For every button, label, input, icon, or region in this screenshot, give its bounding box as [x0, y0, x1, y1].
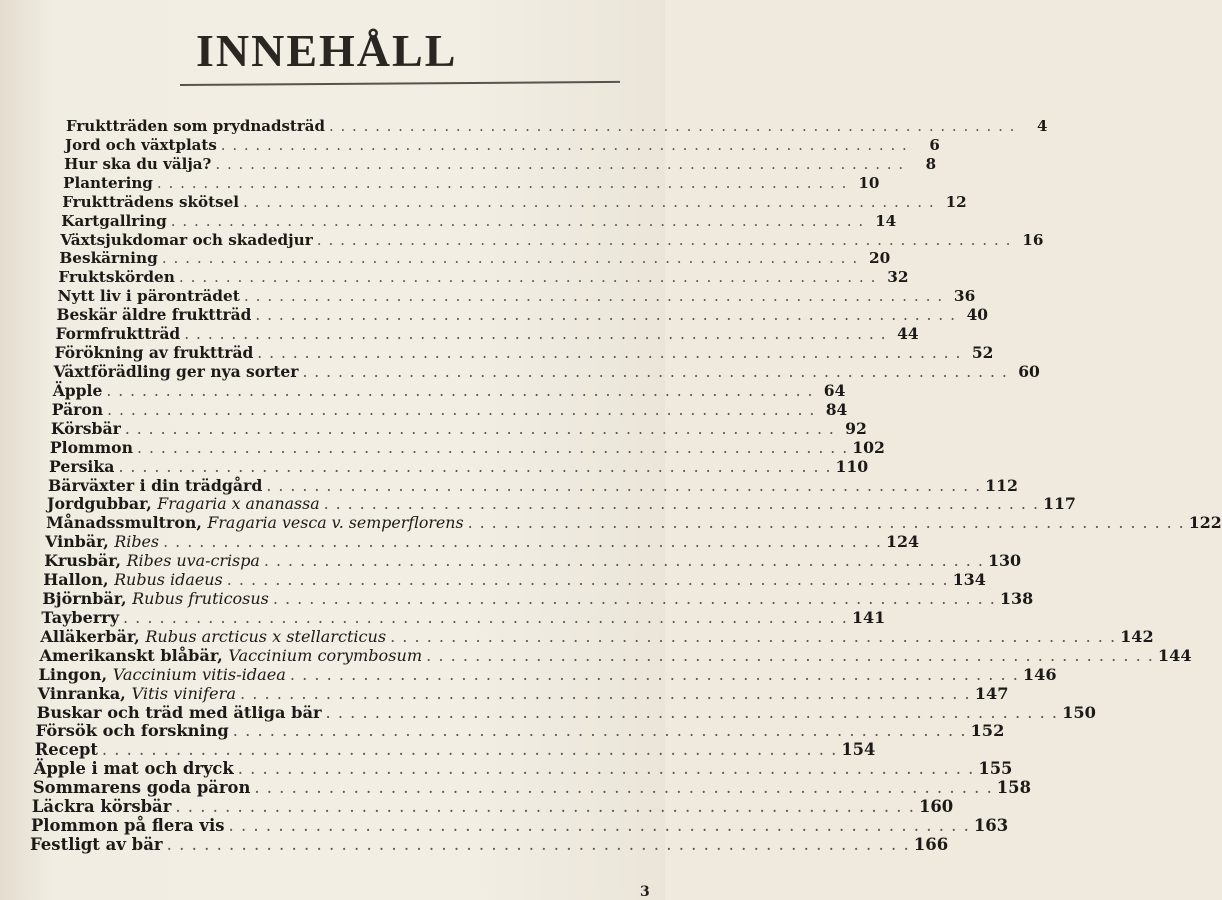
toc-entry-page: 152: [970, 721, 1005, 741]
toc-row: [30, 816, 1009, 836]
toc-entry-title: Fruktträden som prydnadsträd: [66, 117, 325, 135]
toc-entry-latin-name: Vaccinium corymbosum: [228, 645, 423, 665]
toc-leader-dots: . . . . . . . . . . . . . . . . . . . . . . . . . . . . . . . . . . . . . . . . . . . . . . . . . . . . . . . . . . . .: [467, 513, 1185, 533]
toc-row: [59, 249, 891, 268]
toc-entry-title: Äpple i mat och dryck: [33, 759, 234, 779]
toc-leader-dots: . . . . . . . . . . . . . . . . . . . . . . . . . . . . . . . . . . . . . . . . . . . . . . . . . . . . . . . . . . . .: [101, 740, 838, 760]
toc-entry-title: Alläkerbär, Rubus arcticus x stellarcticus: [40, 626, 387, 646]
toc-entry-title: Beskär äldre fruktträd: [56, 306, 252, 325]
toc-entry-title: Hur ska du välja?: [64, 154, 212, 173]
toc-leader-dots: . . . . . . . . . . . . . . . . . . . . . . . . . . . . . . . . . . . . . . . . . . . . . . . . . . . . . . . . . . . .: [175, 797, 915, 817]
toc-entry-page: 20: [868, 249, 891, 268]
toc-entry-title: Plantering: [63, 173, 153, 192]
toc-entry-page: 12: [945, 192, 967, 211]
toc-entry-page: 40: [966, 306, 988, 325]
toc-row: [45, 532, 920, 552]
toc-leader-dots: . . . . . . . . . . . . . . . . . . . . . . . . . . . . . . . . . . . . . . . . . . . . . . . . . . . . . . . . . . . .: [106, 381, 814, 400]
toc-leader-dots: . . . . . . . . . . . . . . . . . . . . . . . . . . . . . . . . . . . . . . . . . . . . . . . . . . . . . . . . . . . .: [266, 475, 982, 495]
toc-row: [50, 418, 867, 438]
toc-entry-title: Vinranka, Vitis vinifera: [37, 683, 236, 703]
toc-entry-page: 163: [973, 816, 1009, 836]
toc-row: [33, 759, 1013, 779]
toc-entry-page: 110: [835, 456, 869, 476]
toc-row: [48, 456, 869, 476]
toc-entry-title: Plommon: [49, 437, 134, 457]
toc-leader-dots: . . . . . . . . . . . . . . . . . . . . . . . . . . . . . . . . . . . . . . . . . . . . . . . . . . . . . . . . . . . .: [118, 456, 832, 476]
toc-entry-title: Krusbär, Ribes uva-crispa: [44, 551, 260, 571]
toc-leader-dots: . . . . . . . . . . . . . . . . . . . . . . . . . . . . . . . . . . . . . . . . . . . . . . . . . . . . . . . . . . . .: [137, 437, 849, 457]
toc-entry-page: 146: [1022, 664, 1057, 684]
toc-leader-dots: . . . . . . . . . . . . . . . . . . . . . . . . . . . . . . . . . . . . . . . . . . . . . . . . . . . . . . . . . . . .: [272, 589, 996, 609]
toc-entry-title: Jord och växtplats: [65, 135, 217, 154]
page-number: 3: [640, 884, 650, 900]
toc-entry-latin-name: Vitis vinifera: [131, 683, 236, 703]
toc-entry-title: Tayberry: [41, 607, 119, 627]
toc-entry-page: 144: [1157, 645, 1192, 665]
toc-entry-page: 158: [996, 778, 1031, 798]
toc-row: [56, 306, 988, 325]
toc-row: [41, 607, 886, 627]
toc-entry-title: Hallon, Rubus idaeus: [43, 570, 223, 590]
toc-row: [61, 211, 897, 230]
toc-entry-title: Försök och forskning: [35, 721, 229, 741]
toc-entry-title: Björnbär, Rubus fruticosus: [42, 589, 269, 609]
toc-leader-dots: . . . . . . . . . . . . . . . . . . . . . . . . . . . . . . . . . . . . . . . . . . . . . . . . . . . . . . . . . . . .: [316, 230, 1012, 249]
toc-leader-dots: . . . . . . . . . . . . . . . . . . . . . . . . . . . . . . . . . . . . . . . . . . . . . . . . . . . . . . . . . . . .: [255, 306, 956, 325]
toc-entry-page: 10: [858, 173, 880, 192]
toc-leader-dots: . . . . . . . . . . . . . . . . . . . . . . . . . . . . . . . . . . . . . . . . . . . . . . . . . . . . . . . . . . . .: [243, 287, 944, 306]
toc-row: [58, 268, 909, 287]
toc-leader-dots: . . . . . . . . . . . . . . . . . . . . . . . . . . . . . . . . . . . . . . . . . . . . . . . . . . . . . . . . . . . .: [263, 551, 984, 571]
toc-row: [62, 192, 967, 211]
toc-row: [40, 626, 1154, 646]
toc-leader-dots: . . . . . . . . . . . . . . . . . . . . . . . . . . . . . . . . . . . . . . . . . . . . . . . . . . . . . . . . . . . .: [220, 135, 908, 154]
toc-entry-title: Jordgubbar, Fragaria x ananassa: [47, 494, 320, 514]
toc-row: [30, 835, 949, 854]
toc-entry-title: Kartgallring: [61, 211, 167, 230]
toc-leader-dots: . . . . . . . . . . . . . . . . . . . . . . . . . . . . . . . . . . . . . . . . . . . . . . . . . . . . . . . . . . . .: [254, 778, 993, 798]
toc-entry-page: 117: [1042, 494, 1076, 514]
toc-row: [64, 154, 937, 173]
toc-entry-title: Sommarens goda päron: [32, 778, 251, 798]
toc-entry-latin-name: Fragaria vesca v. semperflorens: [207, 513, 464, 533]
toc-entry-latin-name: Rubus arcticus x stellarcticus: [145, 626, 387, 646]
toc-entry-page: 154: [841, 740, 876, 760]
toc-entry-title: Körsbär: [50, 418, 121, 438]
toc-entry-page: 122: [1188, 513, 1222, 533]
toc-entry-title: Formfruktträd: [55, 325, 181, 344]
toc-row: [55, 325, 919, 344]
toc-entry-title: Lingon, Vaccinium vitis-idaea: [38, 664, 286, 684]
toc-entry-page: 124: [885, 532, 920, 552]
toc-entry-page: 166: [913, 835, 949, 854]
toc-entry-page: 138: [999, 589, 1034, 609]
toc-entry-latin-name: Rubus fruticosus: [132, 589, 269, 609]
toc-entry-title: Växtsjukdomar och skadedjur: [60, 230, 313, 249]
toc-entry-page: 64: [823, 380, 846, 400]
toc-leader-dots: . . . . . . . . . . . . . . . . . . . . . . . . . . . . . . . . . . . . . . . . . . . . . . . . . . . . . . . . . . . .: [289, 664, 1019, 684]
toc-leader-dots: . . . . . . . . . . . . . . . . . . . . . . . . . . . . . . . . . . . . . . . . . . . . . . . . . . . . . . . . . . . .: [242, 192, 935, 211]
toc-entry-title: Päron: [51, 399, 104, 419]
toc-entry-page: 150: [1062, 702, 1096, 722]
toc-leader-dots: . . . . . . . . . . . . . . . . . . . . . . . . . . . . . . . . . . . . . . . . . . . . . . . . . . . . . . . . . . . .: [325, 702, 1059, 722]
toc-entry-page: 147: [974, 683, 1009, 703]
toc-entry-page: 8: [925, 154, 937, 173]
toc-entry-title: Förökning av fruktträd: [54, 343, 254, 363]
toc-leader-dots: . . . . . . . . . . . . . . . . . . . . . . . . . . . . . . . . . . . . . . . . . . . . . . . . . . . . . . . . . . . .: [323, 494, 1039, 514]
toc-entry-title: Läckra körsbär: [31, 797, 172, 817]
toc-row: [46, 513, 1222, 533]
toc-leader-dots: . . . . . . . . . . . . . . . . . . . . . . . . . . . . . . . . . . . . . . . . . . . . . . . . . . . . . . . . . . . .: [184, 325, 887, 344]
toc-entry-page: 14: [875, 211, 897, 230]
toc-entry-page: 92: [845, 418, 867, 438]
toc-entry-page: 130: [987, 551, 1022, 571]
toc-entry-page: 36: [953, 287, 976, 306]
toc-entry-page: 155: [978, 759, 1013, 779]
toc-row: [44, 551, 1022, 571]
toc-leader-dots: . . . . . . . . . . . . . . . . . . . . . . . . . . . . . . . . . . . . . . . . . . . . . . . . . . . . . . . . . . . .: [124, 418, 835, 438]
toc-entry-title: Nytt liv i päronträdet: [57, 287, 240, 306]
toc-row: [38, 664, 1057, 684]
toc-entry-latin-name: Vaccinium vitis-idaea: [112, 664, 286, 684]
toc-entry-page: 102: [852, 437, 885, 457]
toc-row: [49, 437, 885, 457]
toc-row: [47, 494, 1076, 514]
toc-entry-page: 44: [897, 325, 919, 344]
toc-leader-dots: . . . . . . . . . . . . . . . . . . . . . . . . . . . . . . . . . . . . . . . . . . . . . . . . . . . . . . . . . . . .: [390, 626, 1117, 646]
toc-entry-title: Recept: [34, 740, 98, 760]
toc-entry-title: Festligt av bär: [30, 835, 163, 854]
toc-entry-title: Buskar och träd med ätliga bär: [36, 702, 322, 722]
toc-row: [60, 230, 1044, 249]
toc-leader-dots: . . . . . . . . . . . . . . . . . . . . . . . . . . . . . . . . . . . . . . . . . . . . . . . . . . . . . . . . . . . .: [123, 607, 848, 627]
toc-row: [52, 380, 846, 400]
toc-entry-title: Växtförädling ger nya sorter: [53, 361, 299, 381]
toc-leader-dots: . . . . . . . . . . . . . . . . . . . . . . . . . . . . . . . . . . . . . . . . . . . . . . . . . . . . . . . . . . . .: [166, 835, 910, 854]
toc-leader-dots: . . . . . . . . . . . . . . . . . . . . . . . . . . . . . . . . . . . . . . . . . . . . . . . . . . . . . . . . . . . .: [226, 570, 949, 590]
toc-row: [42, 589, 1034, 609]
toc-leader-dots: . . . . . . . . . . . . . . . . . . . . . . . . . . . . . . . . . . . . . . . . . . . . . . . . . . . . . . . . . . . .: [215, 154, 905, 173]
toc-row: [39, 645, 1192, 665]
toc-leader-dots: . . . . . . . . . . . . . . . . . . . . . . . . . . . . . . . . . . . . . . . . . . . . . . . . . . . . . . . . . . . .: [228, 816, 970, 836]
toc-entry-page: 84: [825, 399, 848, 419]
toc-entry-page: 134: [952, 570, 986, 590]
toc-leader-dots: . . . . . . . . . . . . . . . . . . . . . . . . . . . . . . . . . . . . . . . . . . . . . . . . . . . . . . . . . . . .: [328, 117, 1016, 135]
toc-entry-title: Bärväxter i din trädgård: [48, 475, 263, 495]
toc-entry-page: 160: [918, 797, 954, 817]
toc-entry-page: 32: [887, 268, 909, 287]
toc-entry-title: Amerikanskt blåbär, Vaccinium corymbosum: [39, 645, 423, 665]
toc-entry-page: 112: [985, 475, 1019, 495]
toc-leader-dots: . . . . . . . . . . . . . . . . . . . . . . . . . . . . . . . . . . . . . . . . . . . . . . . . . . . . . . . . . . . .: [257, 344, 962, 363]
toc-leader-dots: . . . . . . . . . . . . . . . . . . . . . . . . . . . . . . . . . . . . . . . . . . . . . . . . . . . . . . . . . . . .: [163, 532, 882, 552]
toc-entry-page: 4: [1036, 117, 1048, 135]
toc-entry-latin-name: Fragaria x ananassa: [157, 494, 320, 514]
toc-leader-dots: . . . . . . . . . . . . . . . . . . . . . . . . . . . . . . . . . . . . . . . . . . . . . . . . . . . . . . . . . . . .: [232, 721, 967, 741]
toc-entry-latin-name: Rubus idaeus: [114, 570, 223, 590]
toc-entry-title: Vinbär, Ribes: [45, 532, 160, 552]
toc-row: [37, 683, 1009, 703]
toc-entry-latin-name: Ribes uva-crispa: [126, 551, 260, 571]
toc-row: [63, 173, 880, 192]
toc-entry-page: 16: [1022, 230, 1044, 249]
toc-row: [48, 475, 1019, 495]
toc-row: [34, 740, 876, 760]
toc-leader-dots: . . . . . . . . . . . . . . . . . . . . . . . . . . . . . . . . . . . . . . . . . . . . . . . . . . . . . . . . . . . .: [239, 683, 971, 703]
toc-entry-title: Äpple: [52, 380, 103, 400]
toc-row: [31, 797, 954, 817]
toc-entry-title: Fruktskörden: [58, 268, 175, 287]
toc-entry-latin-name: Ribes: [114, 532, 160, 552]
toc-row: [43, 570, 986, 590]
toc-row: [57, 287, 976, 306]
toc-entry-page: 52: [971, 343, 994, 363]
toc-entry-page: 6: [929, 135, 940, 154]
page-title: INNEHÅLL: [196, 25, 458, 76]
toc-row: [32, 778, 1031, 798]
toc-row: [65, 135, 940, 154]
toc-entry-title: Beskärning: [59, 249, 158, 268]
toc-row: [51, 399, 848, 419]
toc-entry-title: Persika: [48, 456, 115, 476]
toc-leader-dots: . . . . . . . . . . . . . . . . . . . . . . . . . . . . . . . . . . . . . . . . . . . . . . . . . . . . . . . . . . . .: [237, 759, 975, 779]
toc-leader-dots: . . . . . . . . . . . . . . . . . . . . . . . . . . . . . . . . . . . . . . . . . . . . . . . . . . . . . . . . . . . .: [107, 400, 816, 419]
toc-entry-page: 142: [1120, 626, 1154, 646]
toc-leader-dots: . . . . . . . . . . . . . . . . . . . . . . . . . . . . . . . . . . . . . . . . . . . . . . . . . . . . . . . . . . . .: [170, 211, 865, 230]
toc-entry-title: Plommon på flera vis: [30, 816, 225, 836]
toc-row: [36, 702, 1096, 722]
toc-row: [66, 117, 1048, 135]
toc-row: [53, 361, 1040, 381]
toc-entry-page: 141: [851, 607, 886, 627]
toc-entry-title: Fruktträdens skötsel: [62, 192, 239, 211]
toc-entry-title: Månadssmultron, Fragaria vesca v. semperflorens: [46, 513, 464, 533]
toc-leader-dots: . . . . . . . . . . . . . . . . . . . . . . . . . . . . . . . . . . . . . . . . . . . . . . . . . . . . . . . . . . . .: [426, 645, 1154, 665]
toc-leader-dots: . . . . . . . . . . . . . . . . . . . . . . . . . . . . . . . . . . . . . . . . . . . . . . . . . . . . . . . . . . . .: [156, 173, 848, 192]
toc-row: [35, 721, 1005, 741]
toc-leader-dots: . . . . . . . . . . . . . . . . . . . . . . . . . . . . . . . . . . . . . . . . . . . . . . . . . . . . . . . . . . . .: [178, 268, 877, 287]
toc-leader-dots: . . . . . . . . . . . . . . . . . . . . . . . . . . . . . . . . . . . . . . . . . . . . . . . . . . . . . . . . . . . .: [161, 249, 859, 268]
toc-entry-page: 60: [1018, 361, 1040, 381]
toc-leader-dots: . . . . . . . . . . . . . . . . . . . . . . . . . . . . . . . . . . . . . . . . . . . . . . . . . . . . . . . . . . . .: [302, 362, 1008, 381]
toc-row: [54, 343, 994, 363]
